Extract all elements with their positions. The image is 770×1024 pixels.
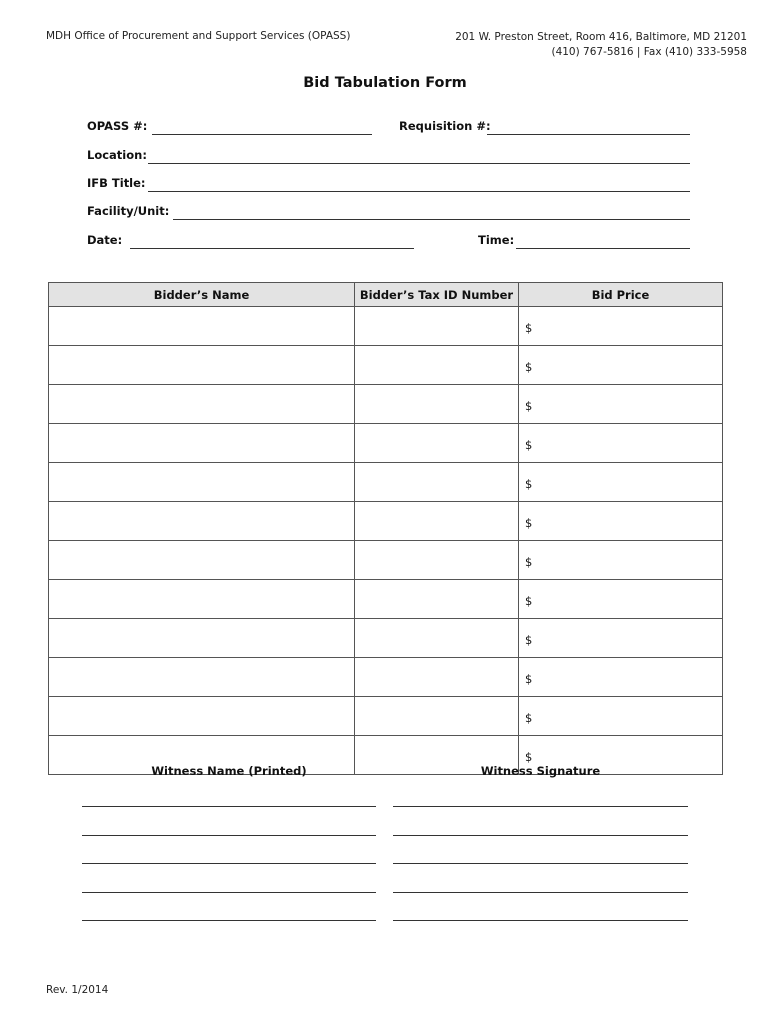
- witness-signature-line[interactable]: [393, 834, 688, 836]
- bidder-name-cell[interactable]: [49, 307, 355, 346]
- tax-id-cell[interactable]: [355, 385, 519, 424]
- witness-name-line[interactable]: [82, 891, 376, 893]
- tax-id-cell[interactable]: [355, 346, 519, 385]
- table-row: [49, 424, 723, 463]
- opass-label: OPASS #:: [87, 119, 148, 133]
- dollar-sign: $: [525, 321, 533, 335]
- bid-table: [48, 282, 723, 775]
- bid-price-cell[interactable]: [519, 541, 723, 580]
- address: 201 W. Preston Street, Room 416, Baltimore, MD 21201: [455, 31, 747, 43]
- col-bid-price: Bid Price: [519, 283, 723, 307]
- bidder-name-cell[interactable]: [49, 580, 355, 619]
- bid-price-cell[interactable]: [519, 346, 723, 385]
- bid-price-cell[interactable]: [519, 697, 723, 736]
- revision-note: Rev. 1/2014: [46, 984, 109, 996]
- table-row: [49, 502, 723, 541]
- dollar-sign: $: [525, 360, 533, 374]
- tax-id-cell[interactable]: [355, 424, 519, 463]
- dollar-sign: $: [525, 477, 533, 491]
- tax-id-cell[interactable]: [355, 619, 519, 658]
- tax-id-cell[interactable]: [355, 463, 519, 502]
- bidder-name-cell[interactable]: [49, 385, 355, 424]
- page-title: Bid Tabulation Form: [303, 75, 467, 91]
- col-bidder-name: Bidder’s Name: [49, 283, 355, 307]
- dollar-sign: $: [525, 633, 533, 647]
- witness-name-line[interactable]: [82, 834, 376, 836]
- bid-price-cell[interactable]: [519, 580, 723, 619]
- bid-price-cell[interactable]: [519, 307, 723, 346]
- witness-signature-line[interactable]: [393, 805, 688, 807]
- dollar-sign: $: [525, 555, 533, 569]
- bid-price-cell[interactable]: [519, 385, 723, 424]
- witness-name-line[interactable]: [82, 919, 376, 921]
- tax-id-cell[interactable]: [355, 580, 519, 619]
- table-row: [49, 580, 723, 619]
- bidder-name-cell[interactable]: [49, 658, 355, 697]
- bid-price-cell[interactable]: [519, 463, 723, 502]
- table-row: [49, 541, 723, 580]
- table-row: [49, 307, 723, 346]
- witness-signature-line[interactable]: [393, 891, 688, 893]
- witness-name-header: Witness Name (Printed): [151, 764, 307, 778]
- witness-signature-line[interactable]: [393, 919, 688, 921]
- tax-id-cell[interactable]: [355, 697, 519, 736]
- dollar-sign: $: [525, 750, 533, 764]
- ifb-title-label: IFB Title:: [87, 176, 146, 190]
- bidder-name-cell[interactable]: [49, 619, 355, 658]
- bid-price-cell[interactable]: [519, 619, 723, 658]
- witness-name-line[interactable]: [82, 805, 376, 807]
- bidder-name-cell[interactable]: [49, 502, 355, 541]
- dollar-sign: $: [525, 438, 533, 452]
- tax-id-cell[interactable]: [355, 658, 519, 697]
- contact-info: [455, 30, 747, 60]
- time-label: Time:: [478, 233, 515, 247]
- witness-signature-header: Witness Signature: [480, 764, 601, 778]
- dollar-sign: $: [525, 399, 533, 413]
- bidder-name-cell[interactable]: [49, 346, 355, 385]
- bid-price-cell[interactable]: [519, 424, 723, 463]
- table-row: [49, 346, 723, 385]
- location-label: Location:: [87, 148, 147, 162]
- witness-name-line[interactable]: [82, 862, 376, 864]
- requisition-label: Requisition #:: [399, 119, 491, 133]
- date-input[interactable]: [130, 247, 414, 249]
- table-row: [49, 463, 723, 502]
- facility-label: Facility/Unit:: [87, 204, 170, 218]
- bidder-name-cell[interactable]: [49, 697, 355, 736]
- bidder-name-cell[interactable]: [49, 424, 355, 463]
- bidder-name-cell[interactable]: [49, 541, 355, 580]
- dollar-sign: $: [525, 516, 533, 530]
- facility-input[interactable]: [173, 218, 690, 220]
- tax-id-cell[interactable]: [355, 307, 519, 346]
- org-name: MDH Office of Procurement and Support Services (OPASS): [46, 30, 351, 42]
- table-row: [49, 385, 723, 424]
- opass-input[interactable]: [152, 133, 372, 135]
- col-tax-id: Bidder’s Tax ID Number: [355, 283, 519, 307]
- requisition-input[interactable]: [487, 133, 690, 135]
- witness-signature-line[interactable]: [393, 862, 688, 864]
- table-row: [49, 619, 723, 658]
- bidder-name-cell[interactable]: [49, 463, 355, 502]
- ifb-title-input[interactable]: [148, 190, 690, 192]
- bid-price-cell[interactable]: [519, 658, 723, 697]
- table-row: [49, 658, 723, 697]
- dollar-sign: $: [525, 711, 533, 725]
- tax-id-cell[interactable]: [355, 502, 519, 541]
- dollar-sign: $: [525, 672, 533, 686]
- time-input[interactable]: [516, 247, 690, 249]
- location-input[interactable]: [148, 162, 690, 164]
- tax-id-cell[interactable]: [355, 541, 519, 580]
- dollar-sign: $: [525, 594, 533, 608]
- table-header-row: [49, 283, 723, 307]
- date-label: Date:: [87, 233, 123, 247]
- bid-price-cell[interactable]: [519, 502, 723, 541]
- table-row: [49, 697, 723, 736]
- phone-fax: (410) 767-5816 | Fax (410) 333-5958: [551, 46, 747, 58]
